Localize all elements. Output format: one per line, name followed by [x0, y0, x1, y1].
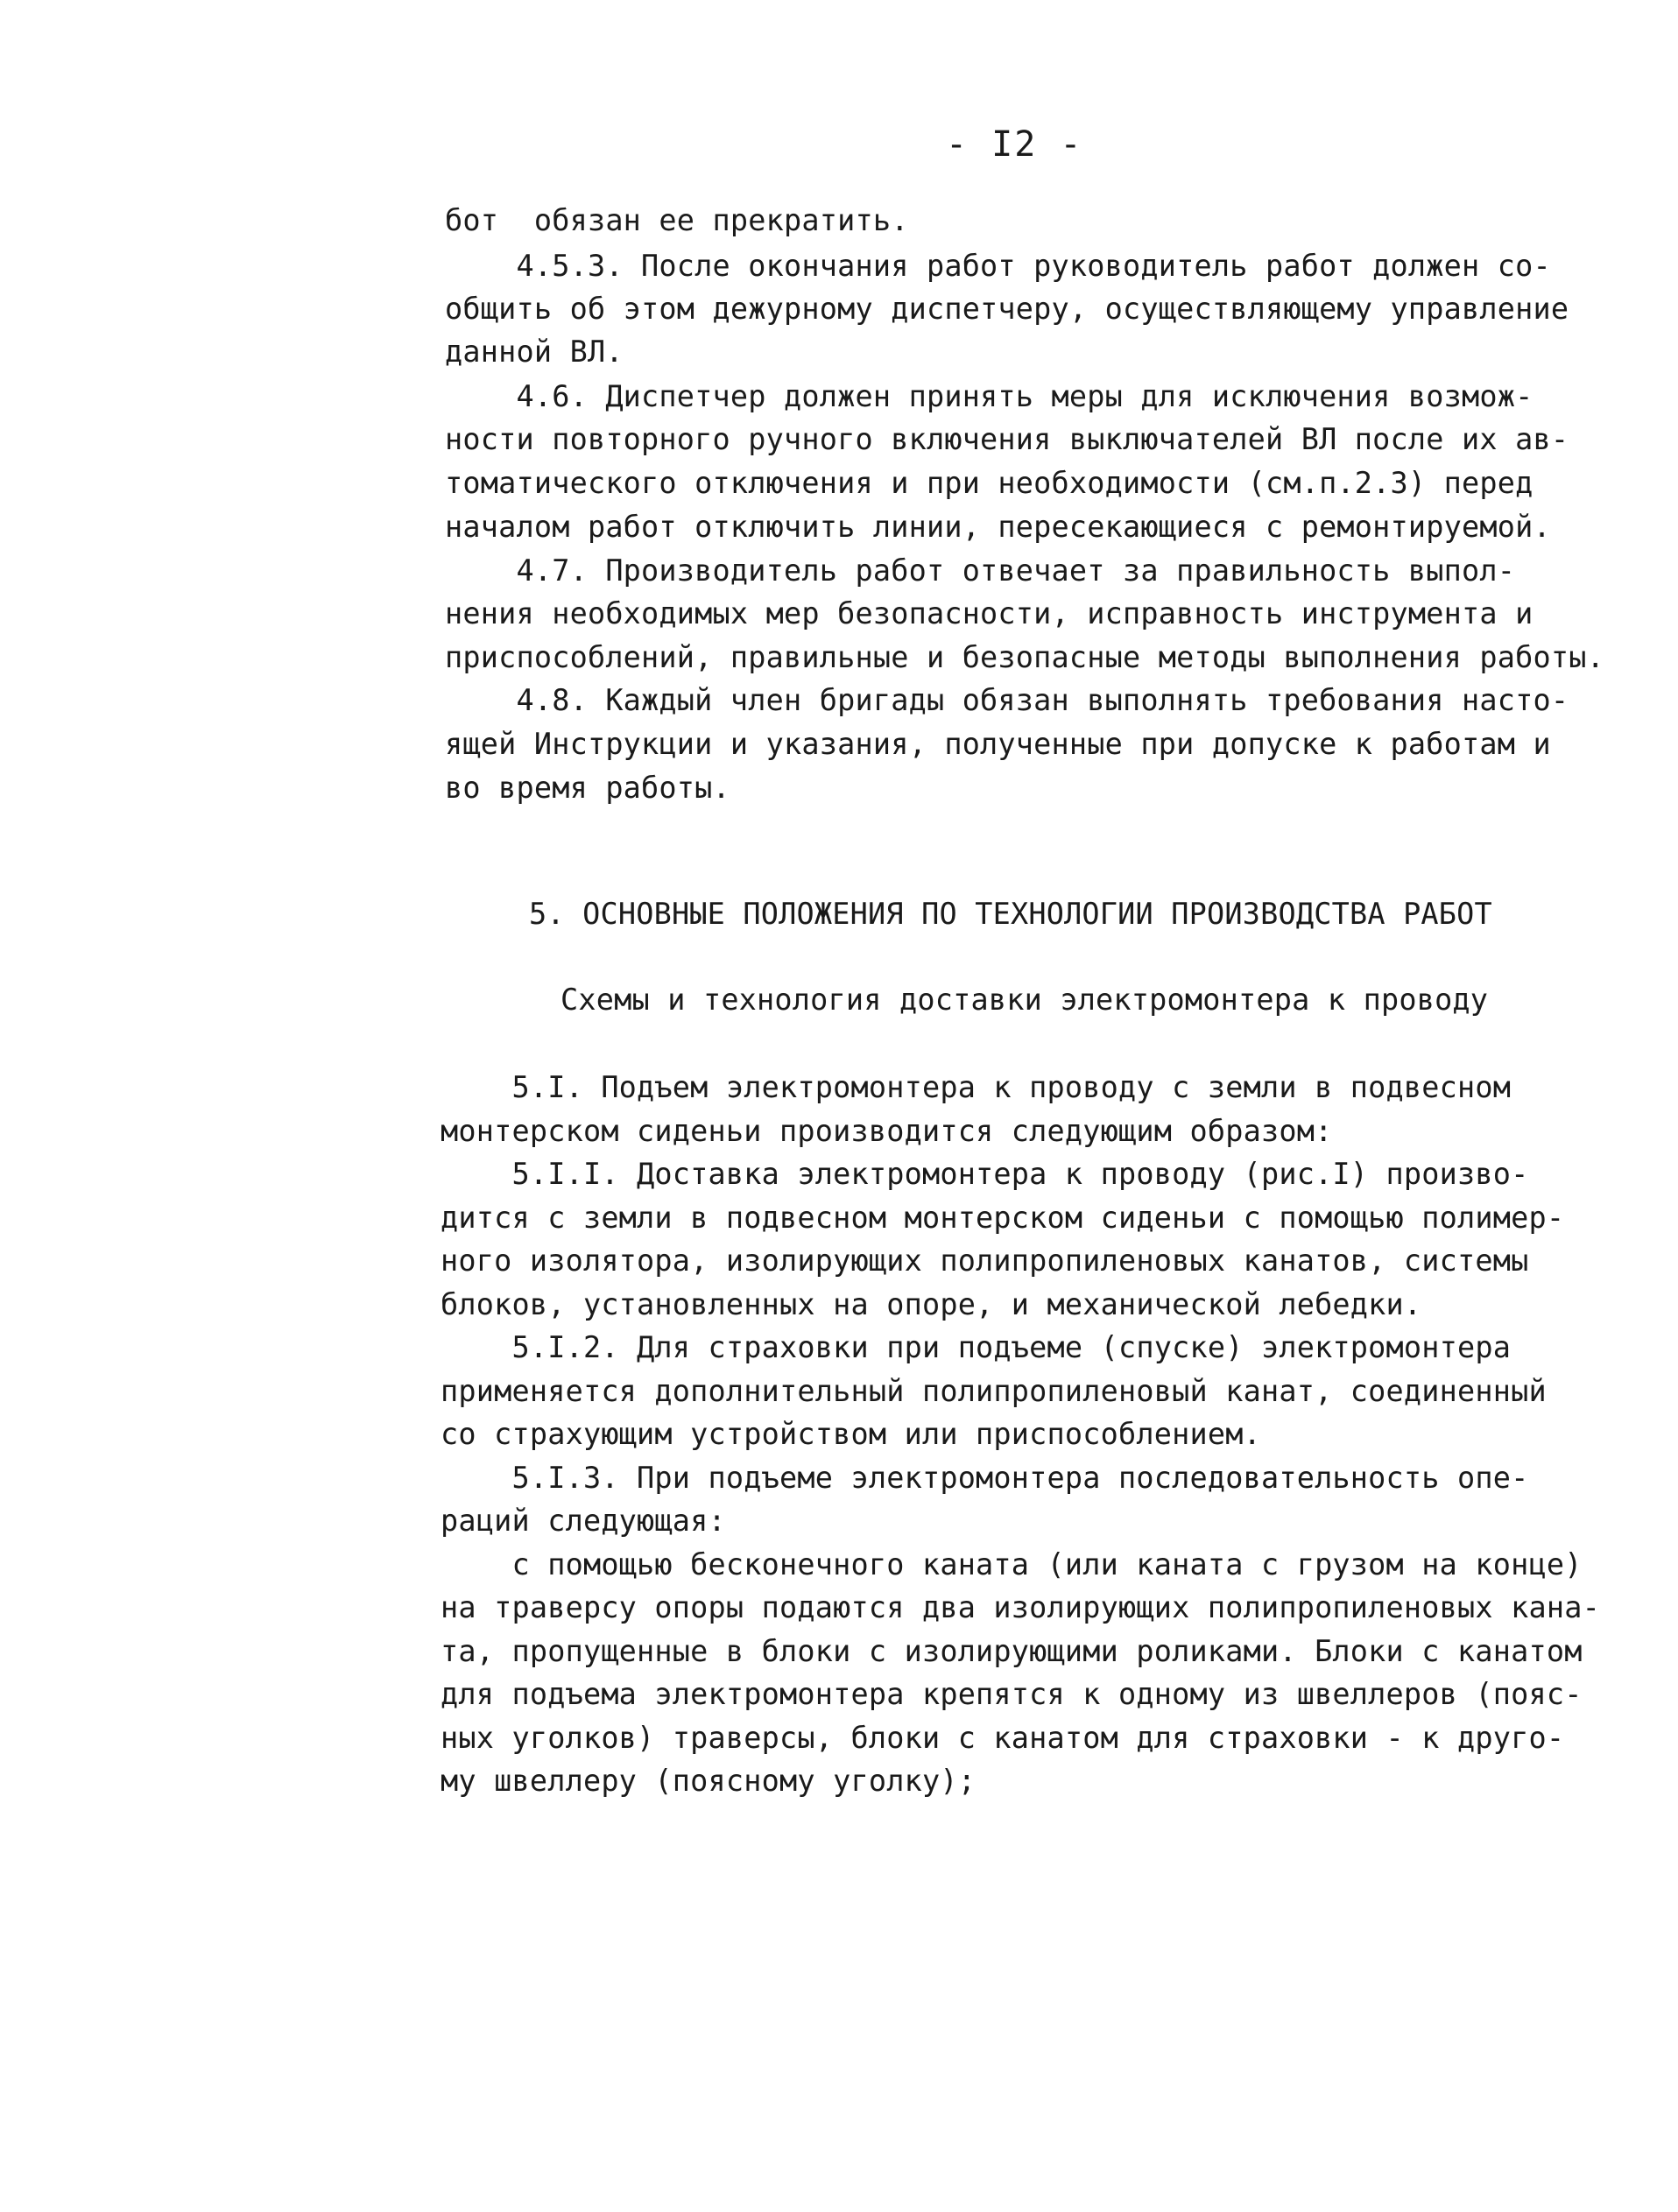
text-line: му швеллеру (поясному уголку);	[441, 1764, 976, 1798]
text-line: на траверсу опоры подаются два изолирующих полипропиленовых кана-	[441, 1590, 1600, 1624]
text-line: ных уголков) траверсы, блоки с канатом для страховки - к друго-	[441, 1721, 1565, 1755]
text-line: 4.7. Производитель работ отвечает за правильность выпол-	[445, 553, 1516, 588]
text-line: ного изолятора, изолирующих полипропиленовых канатов, системы	[441, 1243, 1529, 1278]
text-line: та, пропущенные в блоки с изолирующими роликами. Блоки с канатом	[441, 1634, 1583, 1668]
text-line: применяется дополнительный полипропиленовый канат, соединенный	[441, 1374, 1547, 1408]
text-line: для подъема электромонтера крепятся к одному из швеллеров (пояс-	[441, 1677, 1583, 1711]
text-line: 4.6. Диспетчер должен принять меры для исключения возмож-	[445, 379, 1533, 413]
text-line: бот обязан ее прекратить.	[445, 203, 909, 237]
text-line: ящей Инструкции и указания, полученные при допуске к работам и	[445, 727, 1551, 761]
text-line: 5.I.2. Для страховки при подъеме (спуске) электромонтера	[441, 1330, 1512, 1364]
subsection-heading: Схемы и технология доставки электромонтера к проводу	[561, 983, 1489, 1017]
text-line: данной ВЛ.	[445, 335, 624, 369]
text-line: 4.8. Каждый член бригады обязан выполнять требования насто-	[445, 683, 1569, 717]
text-line: нения необходимых мер безопасности, исправность инструмента и	[445, 596, 1533, 630]
text-line: общить об этом дежурному диспетчеру, осуществляющему управление	[445, 292, 1569, 326]
text-line: 5.I.I. Доставка электромонтера к проводу (рис.I) произво-	[441, 1157, 1529, 1191]
text-line: со страхующим устройством или приспособлением.	[441, 1417, 1261, 1451]
text-line: ности повторного ручного включения выключателей ВЛ после их ав-	[445, 422, 1569, 456]
text-line: монтерском сиденьи производится следующим образом:	[441, 1114, 1333, 1148]
text-line: с помощью бесконечного каната (или каната с грузом на конце)	[441, 1547, 1583, 1582]
text-line: 5.I.3. При подъеме электромонтера последовательность опе-	[441, 1461, 1529, 1495]
text-line: началом работ отключить линии, пересекающиеся с ремонтируемой.	[445, 510, 1551, 544]
section-heading: 5. ОСНОВНЫЕ ПОЛОЖЕНИЯ ПО ТЕХНОЛОГИИ ПРОИЗВОДСТВА РАБОТ	[529, 897, 1492, 931]
text-line: приспособлений, правильные и безопасные методы выполнения работы.	[445, 640, 1604, 674]
text-line: томатического отключения и при необходимости (см.п.2.3) перед	[445, 466, 1533, 500]
text-line: во время работы.	[445, 771, 730, 805]
text-line: дится с земли в подвесном монтерском сиденьи с помощью полимер-	[441, 1201, 1565, 1235]
text-line: 5.I. Подъем электромонтера к проводу с земли в подвесном	[441, 1070, 1512, 1104]
page-number: - I2 -	[946, 124, 1083, 165]
text-line: 4.5.3. После окончания работ руководитель работ должен со-	[445, 249, 1551, 283]
text-line: блоков, установленных на опоре, и механической лебедки.	[441, 1287, 1422, 1321]
text-line: раций следующая:	[441, 1504, 726, 1538]
